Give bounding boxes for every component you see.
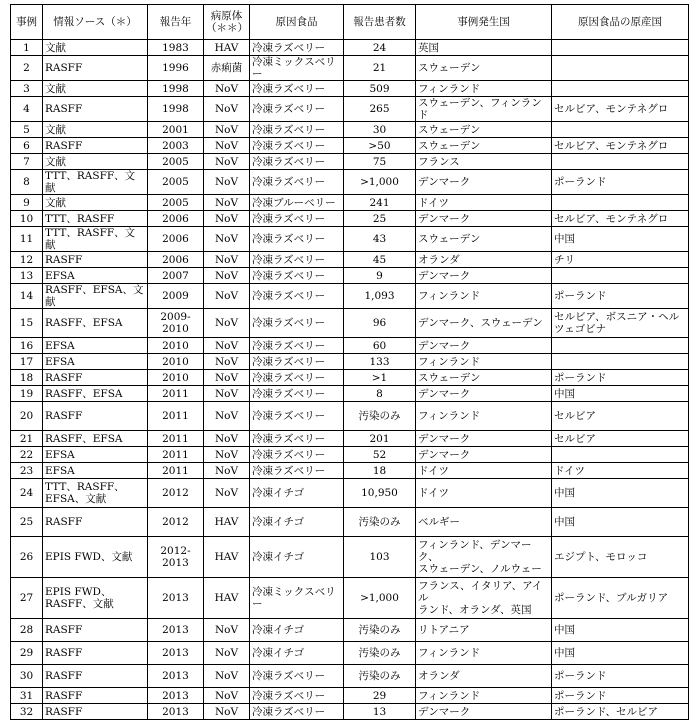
cell-cases: 103	[344, 537, 416, 578]
cell-country: スウェーデン	[416, 227, 552, 252]
cell-source: TTT、RASFF、文献	[43, 170, 148, 195]
header-year: 報告年	[148, 5, 204, 40]
cell-source: TTT、RASFF	[43, 211, 148, 227]
cell-case-no: 13	[11, 268, 43, 284]
cell-case-no: 3	[11, 81, 43, 97]
cell-source: RASFF	[43, 138, 148, 154]
cell-food: 冷凍ラズベリー	[250, 252, 344, 268]
cell-pathogen: NoV	[204, 268, 250, 284]
cell-origin: ポーランド	[552, 688, 689, 704]
cell-country: フィンランド	[416, 642, 552, 665]
cell-food: 冷凍ラズベリー	[250, 309, 344, 338]
cell-case-no: 31	[11, 688, 43, 704]
cell-source: RASFF、EFSA	[43, 431, 148, 447]
cell-food: 冷凍ラズベリー	[250, 338, 344, 354]
cell-food: 冷凍イチゴ	[250, 537, 344, 578]
cell-cases: 241	[344, 195, 416, 211]
cell-origin: ドイツ	[552, 463, 689, 479]
cell-year: 2009-2010	[148, 309, 204, 338]
header-pathogen: 病原体 （＊＊）	[204, 5, 250, 40]
header-origin: 原因食品の原産国	[552, 5, 689, 40]
cell-country: デンマーク	[416, 386, 552, 402]
cell-cases: 汚染のみ	[344, 508, 416, 537]
cell-year: 2010	[148, 338, 204, 354]
cell-origin: ポーランド、セルビア	[552, 704, 689, 720]
cell-origin: エジプト、モロッコ	[552, 537, 689, 578]
table-row	[11, 402, 689, 431]
cell-cases: 43	[344, 227, 416, 252]
cell-case-no: 22	[11, 447, 43, 463]
cell-origin: 中国	[552, 619, 689, 642]
cell-country: デンマーク	[416, 268, 552, 284]
cell-pathogen: NoV	[204, 354, 250, 370]
cell-year: 2011	[148, 447, 204, 463]
cell-year: 2012	[148, 479, 204, 508]
cell-origin: セルビア、モンテネグロ	[552, 138, 689, 154]
cell-origin	[552, 40, 689, 56]
cell-food: 冷凍ミックスベリー	[250, 578, 344, 619]
cell-country: フランス	[416, 154, 552, 170]
cell-year: 1998	[148, 81, 204, 97]
cell-case-no: 27	[11, 578, 43, 619]
cell-cases: 汚染のみ	[344, 619, 416, 642]
cell-pathogen: NoV	[204, 81, 250, 97]
cell-origin: セルビア	[552, 431, 689, 447]
table-row	[11, 252, 689, 268]
cell-cases: 45	[344, 252, 416, 268]
cell-country: フィンランド	[416, 81, 552, 97]
cell-pathogen: NoV	[204, 642, 250, 665]
cell-year: 2011	[148, 402, 204, 431]
cell-food: 冷凍ラズベリー	[250, 402, 344, 431]
cell-year: 2007	[148, 268, 204, 284]
table-row	[11, 386, 689, 402]
cell-case-no: 15	[11, 309, 43, 338]
cell-case-no: 1	[11, 40, 43, 56]
cell-year: 2006	[148, 211, 204, 227]
cell-cases: 9	[344, 268, 416, 284]
cell-pathogen: NoV	[204, 122, 250, 138]
cell-food: 冷凍イチゴ	[250, 642, 344, 665]
cell-case-no: 20	[11, 402, 43, 431]
table-body	[11, 40, 689, 720]
cell-origin: 中国	[552, 642, 689, 665]
cell-food: 冷凍ラズベリー	[250, 97, 344, 122]
cell-source: RASFF	[43, 688, 148, 704]
cell-year: 2006	[148, 252, 204, 268]
cell-food: 冷凍ラズベリー	[250, 81, 344, 97]
cell-country: 英国	[416, 40, 552, 56]
cell-country: フィンランド	[416, 402, 552, 431]
table-row	[11, 154, 689, 170]
cell-origin: セルビア、モンテネグロ	[552, 97, 689, 122]
cell-food: 冷凍ラズベリー	[250, 688, 344, 704]
cell-origin	[552, 338, 689, 354]
cell-food: 冷凍ラズベリー	[250, 138, 344, 154]
cell-pathogen: HAV	[204, 578, 250, 619]
cell-country: デンマーク	[416, 338, 552, 354]
cell-pathogen: NoV	[204, 665, 250, 688]
cell-pathogen: NoV	[204, 97, 250, 122]
cell-year: 2005	[148, 195, 204, 211]
cell-origin	[552, 354, 689, 370]
table-row	[11, 40, 689, 56]
cell-case-no: 6	[11, 138, 43, 154]
cell-pathogen: NoV	[204, 370, 250, 386]
cell-year: 2010	[148, 354, 204, 370]
cell-source: EPIS FWD、文献	[43, 537, 148, 578]
cell-year: 2012	[148, 508, 204, 537]
cell-food: 冷凍ラズベリー	[250, 268, 344, 284]
cell-origin: 中国	[552, 479, 689, 508]
cell-food: 冷凍イチゴ	[250, 619, 344, 642]
cell-pathogen: NoV	[204, 284, 250, 309]
cell-food: 冷凍ラズベリー	[250, 170, 344, 195]
table-row	[11, 56, 689, 81]
cell-year: 2010	[148, 370, 204, 386]
cell-country: デンマーク	[416, 704, 552, 720]
cell-pathogen: NoV	[204, 479, 250, 508]
cell-year: 2005	[148, 170, 204, 195]
cell-cases: 汚染のみ	[344, 665, 416, 688]
cell-source: RASFF	[43, 619, 148, 642]
cell-food: 冷凍ラズベリー	[250, 704, 344, 720]
table-row	[11, 479, 689, 508]
cell-pathogen: NoV	[204, 195, 250, 211]
cell-country: スウェーデン、フィンランド	[416, 97, 552, 122]
cell-pathogen: HAV	[204, 40, 250, 56]
cell-country: オランダ	[416, 252, 552, 268]
cell-case-no: 25	[11, 508, 43, 537]
cell-case-no: 19	[11, 386, 43, 402]
cell-source: RASFF、EFSA	[43, 386, 148, 402]
cell-food: 冷凍ラズベリー	[250, 665, 344, 688]
cell-food: 冷凍ラズベリー	[250, 154, 344, 170]
cell-cases: 1,093	[344, 284, 416, 309]
cell-country: ドイツ	[416, 195, 552, 211]
table-header-row	[11, 5, 689, 40]
cell-case-no: 30	[11, 665, 43, 688]
cell-pathogen: NoV	[204, 227, 250, 252]
cell-food: 冷凍イチゴ	[250, 479, 344, 508]
cell-pathogen: NoV	[204, 463, 250, 479]
cell-source: RASFF	[43, 56, 148, 81]
cell-source: RASFF、EFSA	[43, 309, 148, 338]
cell-case-no: 9	[11, 195, 43, 211]
header-case-no: 事例	[11, 5, 43, 40]
table-row	[11, 211, 689, 227]
cell-origin	[552, 81, 689, 97]
cell-source: 文献	[43, 81, 148, 97]
cell-source: TTT、RASFF、文献	[43, 227, 148, 252]
cell-pathogen: NoV	[204, 252, 250, 268]
table-row	[11, 578, 689, 619]
table-row	[11, 81, 689, 97]
table-row	[11, 122, 689, 138]
cell-food: 冷凍ラズベリー	[250, 386, 344, 402]
cell-origin: セルビア、モンテネグロ	[552, 211, 689, 227]
cell-origin: 中国	[552, 386, 689, 402]
cell-food: 冷凍ミックスベリー	[250, 56, 344, 81]
cell-country: スウェーデン	[416, 138, 552, 154]
cell-country: フィンランド、デンマーク、 スウェーデン、ノルウェー	[416, 537, 552, 578]
cell-cases: >1,000	[344, 170, 416, 195]
cell-food: 冷凍ラズベリー	[250, 463, 344, 479]
cell-country: リトアニア	[416, 619, 552, 642]
cell-country: デンマーク	[416, 170, 552, 195]
cell-pathogen: NoV	[204, 211, 250, 227]
cell-case-no: 26	[11, 537, 43, 578]
cell-origin: ポーランド	[552, 284, 689, 309]
cell-food: 冷凍ラズベリー	[250, 354, 344, 370]
cell-origin	[552, 268, 689, 284]
cell-case-no: 2	[11, 56, 43, 81]
cell-pathogen: NoV	[204, 447, 250, 463]
cell-cases: >1	[344, 370, 416, 386]
cell-source: EFSA	[43, 354, 148, 370]
cell-country: フィンランド	[416, 688, 552, 704]
cell-cases: 10,950	[344, 479, 416, 508]
cell-source: RASFF	[43, 704, 148, 720]
table-row	[11, 463, 689, 479]
cell-pathogen: HAV	[204, 508, 250, 537]
cell-cases: 52	[344, 447, 416, 463]
cell-year: 1998	[148, 97, 204, 122]
cell-origin: ポーランド、ブルガリア	[552, 578, 689, 619]
cell-cases: >1,000	[344, 578, 416, 619]
table-row	[11, 284, 689, 309]
cell-pathogen: HAV	[204, 537, 250, 578]
cell-case-no: 8	[11, 170, 43, 195]
header-country: 事例発生国	[416, 5, 552, 40]
table-row	[11, 619, 689, 642]
cell-case-no: 21	[11, 431, 43, 447]
cell-year: 1983	[148, 40, 204, 56]
cell-year: 1996	[148, 56, 204, 81]
cell-origin: ポーランド	[552, 370, 689, 386]
cell-year: 2011	[148, 386, 204, 402]
cell-source: EFSA	[43, 447, 148, 463]
cell-pathogen: NoV	[204, 688, 250, 704]
cell-year: 2013	[148, 578, 204, 619]
cell-source: RASFF	[43, 665, 148, 688]
cell-case-no: 23	[11, 463, 43, 479]
cell-year: 2011	[148, 463, 204, 479]
cell-origin	[552, 447, 689, 463]
cell-source: RASFF	[43, 97, 148, 122]
cell-country: デンマーク、スウェーデン	[416, 309, 552, 338]
cell-pathogen: NoV	[204, 338, 250, 354]
table-row	[11, 97, 689, 122]
cell-country: フィンランド	[416, 284, 552, 309]
cell-cases: 96	[344, 309, 416, 338]
cell-source: 文献	[43, 154, 148, 170]
cell-source: EFSA	[43, 338, 148, 354]
cell-food: 冷凍ラズベリー	[250, 40, 344, 56]
cell-cases: 30	[344, 122, 416, 138]
cell-case-no: 4	[11, 97, 43, 122]
cell-case-no: 10	[11, 211, 43, 227]
cell-case-no: 17	[11, 354, 43, 370]
cell-country: ドイツ	[416, 463, 552, 479]
cell-origin	[552, 195, 689, 211]
cell-cases: >50	[344, 138, 416, 154]
cell-country: スウェーデン	[416, 122, 552, 138]
cell-case-no: 5	[11, 122, 43, 138]
table-row	[11, 537, 689, 578]
table-row	[11, 642, 689, 665]
cell-country: ベルギー	[416, 508, 552, 537]
cell-cases: 265	[344, 97, 416, 122]
cell-pathogen: 赤痢菌	[204, 56, 250, 81]
cell-cases: 13	[344, 704, 416, 720]
table-row	[11, 688, 689, 704]
cell-year: 2011	[148, 431, 204, 447]
cell-source: EPIS FWD、 RASFF、文献	[43, 578, 148, 619]
cell-case-no: 14	[11, 284, 43, 309]
cell-case-no: 18	[11, 370, 43, 386]
cell-origin	[552, 122, 689, 138]
cell-pathogen: NoV	[204, 619, 250, 642]
cell-source: 文献	[43, 122, 148, 138]
cell-year: 2012-2013	[148, 537, 204, 578]
cell-cases: 201	[344, 431, 416, 447]
cell-source: 文献	[43, 195, 148, 211]
cell-country: ドイツ	[416, 479, 552, 508]
cell-cases: 21	[344, 56, 416, 81]
cell-food: 冷凍ブルーベリー	[250, 195, 344, 211]
cell-food: 冷凍ラズベリー	[250, 227, 344, 252]
cell-cases: 29	[344, 688, 416, 704]
cell-case-no: 32	[11, 704, 43, 720]
cell-origin: 中国	[552, 508, 689, 537]
cell-year: 2013	[148, 688, 204, 704]
table-row	[11, 309, 689, 338]
cell-year: 2003	[148, 138, 204, 154]
cell-source: RASFF	[43, 508, 148, 537]
cell-country: オランダ	[416, 665, 552, 688]
cell-case-no: 28	[11, 619, 43, 642]
cell-case-no: 12	[11, 252, 43, 268]
table-row	[11, 195, 689, 211]
cell-origin: チリ	[552, 252, 689, 268]
table-row	[11, 508, 689, 537]
cell-source: RASFF	[43, 252, 148, 268]
cell-year: 2001	[148, 122, 204, 138]
cell-year: 2009	[148, 284, 204, 309]
header-cases: 報告患者数	[344, 5, 416, 40]
table-row	[11, 431, 689, 447]
cell-pathogen: NoV	[204, 170, 250, 195]
cell-origin	[552, 154, 689, 170]
cell-cases: 509	[344, 81, 416, 97]
cell-origin: セルビア	[552, 402, 689, 431]
table-row	[11, 665, 689, 688]
cell-source: RASFF	[43, 370, 148, 386]
table-row	[11, 354, 689, 370]
cell-case-no: 7	[11, 154, 43, 170]
cell-cases: 60	[344, 338, 416, 354]
cell-food: 冷凍ラズベリー	[250, 284, 344, 309]
cell-pathogen: NoV	[204, 704, 250, 720]
cell-food: 冷凍ラズベリー	[250, 370, 344, 386]
table-row	[11, 704, 689, 720]
table-row	[11, 268, 689, 284]
cell-origin: 中国	[552, 227, 689, 252]
cell-pathogen: NoV	[204, 386, 250, 402]
table-row	[11, 370, 689, 386]
table-row	[11, 447, 689, 463]
cell-country: デンマーク	[416, 447, 552, 463]
cell-year: 2013	[148, 704, 204, 720]
table-row	[11, 227, 689, 252]
cell-case-no: 29	[11, 642, 43, 665]
cell-cases: 25	[344, 211, 416, 227]
cell-origin: セルビア、ボスニア・ヘルツェゴビナ	[552, 309, 689, 338]
cell-country: スウェーデン	[416, 56, 552, 81]
cell-year: 2005	[148, 154, 204, 170]
cell-year: 2006	[148, 227, 204, 252]
cell-source: RASFF	[43, 642, 148, 665]
cell-case-no: 24	[11, 479, 43, 508]
cell-cases: 18	[344, 463, 416, 479]
cell-year: 2013	[148, 665, 204, 688]
cell-country: スウェーデン	[416, 370, 552, 386]
cell-food: 冷凍イチゴ	[250, 508, 344, 537]
cell-year: 2013	[148, 619, 204, 642]
cell-source: EFSA	[43, 463, 148, 479]
cell-pathogen: NoV	[204, 402, 250, 431]
cell-pathogen: NoV	[204, 431, 250, 447]
cell-cases: 133	[344, 354, 416, 370]
table-row	[11, 170, 689, 195]
outbreak-table	[10, 4, 689, 720]
cell-food: 冷凍ラズベリー	[250, 431, 344, 447]
cell-country: デンマーク	[416, 431, 552, 447]
cell-country: フィンランド	[416, 354, 552, 370]
cell-cases: 8	[344, 386, 416, 402]
header-food: 原因食品	[250, 5, 344, 40]
cell-cases: 75	[344, 154, 416, 170]
cell-source: 文献	[43, 40, 148, 56]
cell-cases: 汚染のみ	[344, 642, 416, 665]
cell-source: RASFF	[43, 402, 148, 431]
cell-pathogen: NoV	[204, 154, 250, 170]
cell-country: デンマーク	[416, 211, 552, 227]
cell-source: RASFF、EFSA、文献	[43, 284, 148, 309]
table-row	[11, 338, 689, 354]
cell-cases: 24	[344, 40, 416, 56]
cell-food: 冷凍ラズベリー	[250, 122, 344, 138]
cell-case-no: 11	[11, 227, 43, 252]
header-source: 情報ソース（＊）	[43, 5, 148, 40]
cell-pathogen: NoV	[204, 309, 250, 338]
cell-pathogen: NoV	[204, 138, 250, 154]
cell-year: 2013	[148, 642, 204, 665]
cell-source: TTT、RASFF、 EFSA、文献	[43, 479, 148, 508]
cell-case-no: 16	[11, 338, 43, 354]
cell-cases: 汚染のみ	[344, 402, 416, 431]
table-row	[11, 138, 689, 154]
cell-food: 冷凍ラズベリー	[250, 447, 344, 463]
cell-origin	[552, 56, 689, 81]
cell-origin: ポーランド	[552, 665, 689, 688]
cell-food: 冷凍ラズベリー	[250, 211, 344, 227]
cell-origin: ポーランド	[552, 170, 689, 195]
cell-source: EFSA	[43, 268, 148, 284]
cell-country: フランス、イタリア、アイル ランド、オランダ、英国	[416, 578, 552, 619]
